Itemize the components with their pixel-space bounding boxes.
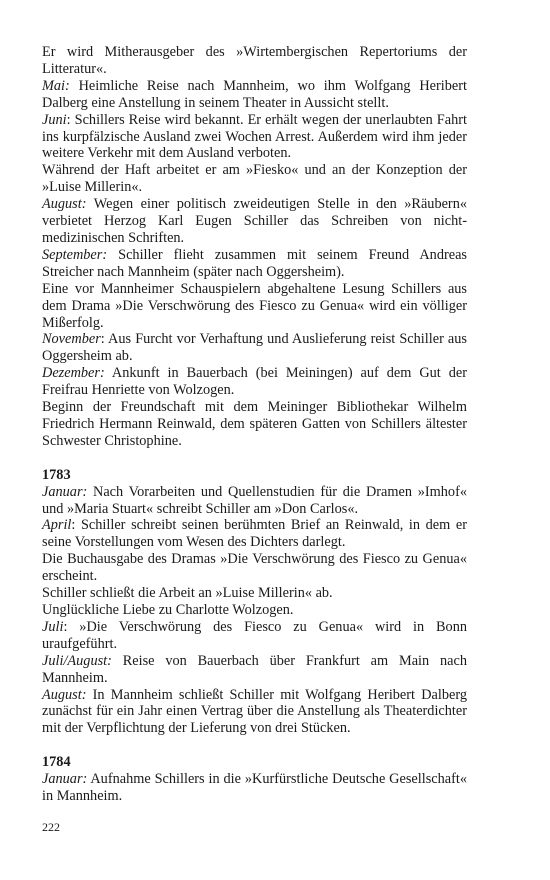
- chronology-entry: [42, 331, 467, 365]
- entry-month: Juli: [42, 618, 64, 635]
- chronology-entry: [42, 602, 467, 619]
- chronology-entry: [42, 247, 467, 281]
- entry-month: November: [42, 331, 101, 348]
- entry-month: Januar:: [42, 771, 88, 788]
- entry-text: Unglückliche Liebe zu Charlotte Wolzogen.: [42, 602, 294, 618]
- chronology-entry: [42, 687, 467, 738]
- chronology-section: [42, 450, 467, 738]
- entry-month: August:: [42, 686, 87, 703]
- section-gap: [42, 450, 467, 467]
- entry-month: Mai:: [42, 77, 70, 94]
- entry-text: Beginn der Freundschaft mit dem Meininger Bibliothekar Wilhelm Friedrich Hermann Reinwald, dem späteren Gatten von Schillers ältester Schwester Christophine.: [42, 399, 467, 449]
- entry-month: Januar:: [42, 483, 88, 500]
- entry-month: Dezember:: [42, 365, 105, 382]
- chronology-page: [42, 44, 467, 805]
- chronology-entry: [42, 399, 467, 450]
- chronology-section: [42, 737, 467, 805]
- entry-month: April: [42, 517, 72, 534]
- entry-text: In Mannheim schließt Schiller mit Wolfgang Heribert Dalberg zunächst für ein Jahr einen Vertrag über die Anstellung als Theaterdichter mit der Verpflichtung der Lieferung von drei Stücken.: [42, 686, 467, 737]
- chronology-entry: [42, 551, 467, 585]
- chronology-entry: [42, 365, 467, 399]
- entry-text: Wegen einer politisch zweideutigen Stelle in den »Räubern« verbietet Herzog Karl Eugen Schiller das Schreiben von nicht-medizinischen Schriften.: [42, 196, 467, 246]
- chronology-entry: [42, 162, 467, 196]
- chronology-entry: [42, 585, 467, 602]
- section-gap: [42, 737, 467, 754]
- entry-text: Nach Vorarbeiten und Quellenstudien für die Dramen »Imhof« und »Maria Stuart« schreibt Schiller am »Don Carlos«.: [42, 483, 467, 517]
- chronology-entry: [42, 44, 467, 78]
- entry-text: Heimliche Reise nach Mannheim, wo ihm Wolfgang Heribert Dalberg eine Anstellung in seinem Theater in Aussicht stellt.: [42, 77, 467, 111]
- chronology-entry: [42, 653, 467, 687]
- entry-month: August:: [42, 196, 87, 213]
- entry-text: : Schillers Reise wird bekannt. Er erhält wegen der unerlaubten Fahrt ins kurpfälzische Ausland zwei Wochen Arrest. Außerdem wird ihm jeder weitere Verkehr mit dem Ausland verboten.: [42, 111, 467, 162]
- entry-text: : »Die Verschwörung des Fiesco zu Genua« wird in Bonn uraufgeführt.: [42, 618, 467, 652]
- entry-text: : Aus Furcht vor Verhaftung und Auslieferung reist Schiller aus Oggersheim ab.: [42, 331, 467, 365]
- chronology-entry: [42, 484, 467, 518]
- entry-month: September:: [42, 246, 108, 263]
- chronology-entry: [42, 281, 467, 332]
- chronology-entry: [42, 112, 467, 163]
- chronology-entry: [42, 78, 467, 112]
- entry-text: Reise von Bauerbach über Frankfurt am Main nach Mannheim.: [42, 652, 467, 686]
- entry-month: Juni: [42, 111, 67, 128]
- entry-text: Die Buchausgabe des Dramas »Die Verschwörung des Fiesco zu Genua« erscheint.: [42, 551, 467, 585]
- entry-text: Während der Haft arbeitet er am »Fiesko« und an der Konzeption der »Luise Millerin«.: [42, 162, 467, 196]
- chronology-entry: [42, 619, 467, 653]
- page-number: 222: [42, 820, 60, 834]
- year-heading: 1783: [42, 466, 71, 483]
- entry-text: : Schiller schreibt seinen berühmten Brief an Reinwald, in dem er seine Vorstellungen vom Wesen des Dichters darlegt.: [42, 517, 467, 551]
- entry-text: Schiller schließt die Arbeit an »Luise Millerin« ab.: [42, 585, 333, 602]
- chronology-entry: [42, 771, 467, 805]
- entry-text: Er wird Mitherausgeber des »Wirtembergischen Repertoriums der Litteratur«.: [42, 44, 467, 77]
- chronology-entry: [42, 196, 467, 247]
- entry-text: Schiller flieht zusammen mit seinem Freund Andreas Streicher nach Mannheim (später nach Oggersheim).: [42, 246, 467, 280]
- year-heading: 1784: [42, 754, 71, 771]
- chronology-entry: [42, 517, 467, 551]
- entry-text: Aufnahme Schillers in die »Kurfürstliche Deutsche Gesellschaft« in Mannheim.: [42, 771, 467, 805]
- entry-text: Ankunft in Bauerbach (bei Meiningen) auf dem Gut der Freifrau Henriette von Wolzogen.: [42, 365, 467, 399]
- chronology-section: [42, 44, 467, 450]
- entry-month: Juli/August:: [42, 652, 112, 669]
- entry-text: Eine vor Mannheimer Schauspielern abgehaltene Lesung Schillers aus dem Drama »Die Verschwörung des Fiesco zu Genua« wird ein völliger Mißerfolg.: [42, 280, 467, 331]
